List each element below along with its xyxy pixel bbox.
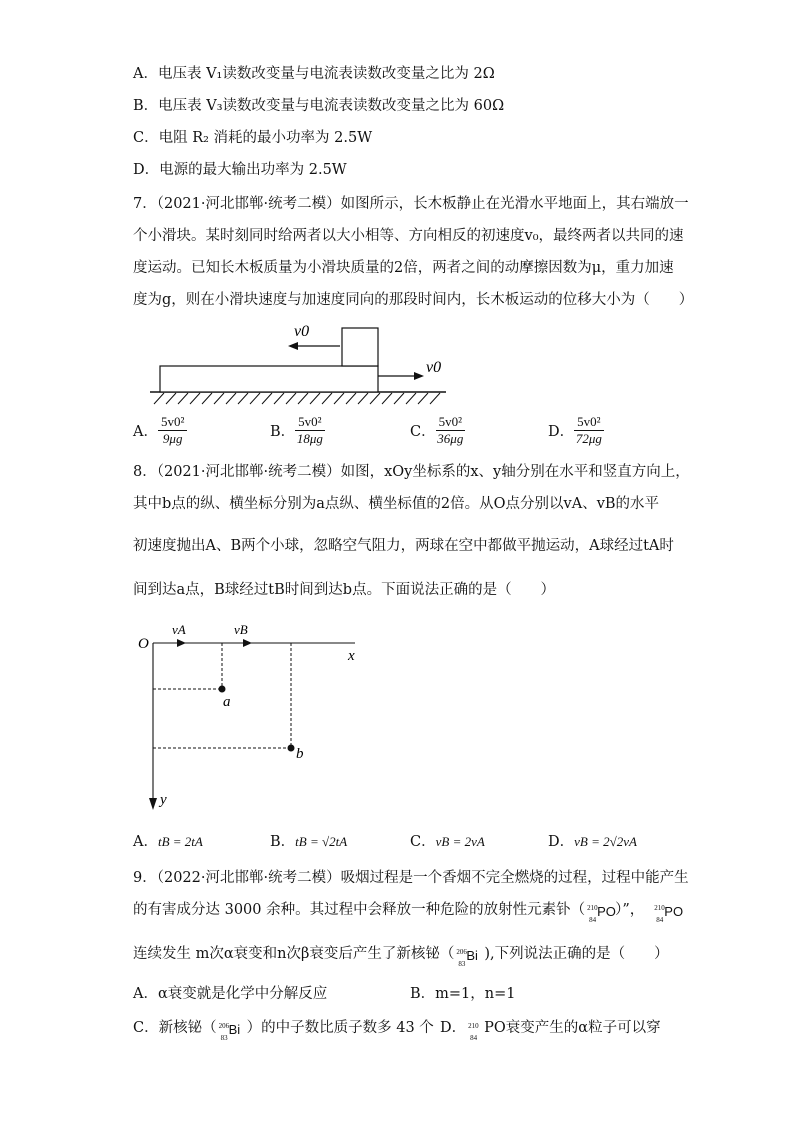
q7-text-line-3: 度运动。已知长木板质量为小滑块质量的2倍，两者之间的动摩擦因数为μ，重力加速 [133, 260, 674, 276]
q7-text-line-4: 度为g，则在小滑块速度与加速度同向的那段时间内，长木板运动的位移大小为（ ） [133, 292, 694, 308]
q8-text-line-2: 其中b点的纵、横坐标分别为a点纵、横坐标值的2倍。从O点分别以vA、vB的水平 [133, 496, 660, 512]
origin-label: O [138, 636, 149, 652]
po-nuclide-d: 210 84 [468, 1022, 479, 1042]
q8-option-b: B．tB = √2tA [270, 834, 348, 850]
q8-option-a: A．tB = 2tA [133, 834, 203, 850]
q6-option-b: B．电压表 V₃读数改变量与电流表读数改变量之比为 60Ω [133, 98, 505, 114]
q8-text-line-4: 间到达a点，B球经过tB时间到达b点。下面说法正确的是（ ） [133, 582, 556, 598]
q7-text-line-1: 7．（2021·河北邯郸·统考二模）如图所示，长木板静止在光滑水平地面上，其右端放一 [133, 196, 689, 212]
block-velocity-label: v0 [294, 323, 310, 340]
q9-line2-text: 的有害成分达 3000 余种。其过程中会释放一种危险的放射性元素钋（ [133, 902, 586, 918]
q8-option-d: D．vB = 2√2vA [548, 834, 637, 850]
q9-option-b: B．m=1，n=1 [410, 986, 516, 1002]
vA-label: vA [172, 622, 186, 637]
q9-text-line-1: 9．（2022·河北邯郸·统考二模）吸烟过程是一个香烟不完全燃烧的过程，过程中能产生 [133, 870, 689, 886]
ground-hatching [154, 393, 440, 404]
point-b-label: b [296, 746, 304, 762]
bi-nuclide-c: 206 83 Bi [218, 1022, 241, 1042]
x-axis-label: x [348, 648, 355, 664]
long-board [160, 366, 378, 392]
board-velocity-label: v0 [426, 359, 442, 376]
q9-line3-tail: ),下列说法正确的是（ ） [484, 946, 669, 962]
point-a-label: a [223, 694, 231, 710]
q9-option-d: D． 210 84 PO衰变产生的α粒子可以穿 [440, 1020, 661, 1042]
q9-option-a: A．α衰变就是化学中分解反应 [133, 986, 328, 1002]
vB-arrow-head [243, 639, 252, 647]
q9-line2-tail: ）”， [615, 902, 645, 918]
po-nuclide-2: 210 84 PO [654, 904, 684, 924]
q6-option-d: D．电源的最大输出功率为 2.5W [133, 162, 347, 178]
vB-label: vB [234, 622, 248, 637]
q7-text-line-2: 个小滑块。某时刻同时给两者以大小相等、方向相反的初速度v₀，最终两者以共同的速 [133, 228, 684, 244]
bi-nuclide: 206 83 Bi [456, 948, 478, 968]
q6-option-a: A．电压表 V₁读数改变量与电流表读数改变量之比为 2Ω [133, 66, 495, 82]
y-axis-arrow [149, 798, 157, 810]
q8-text-line-1: 8．（2021·河北邯郸·统考二模）如图，xOy坐标系的x、y轴分别在水平和竖直方向上， [133, 464, 690, 480]
small-block [342, 328, 378, 366]
q8-option-c: C．vB = 2vA [410, 834, 485, 850]
q7-option-b: B． $\frac{\text{5v0²}}{18\mu g}$ [270, 414, 323, 446]
po-nuclide: 210 84 PO [587, 904, 616, 924]
q7-figure [150, 318, 450, 410]
point-a [219, 686, 226, 693]
vA-arrow-head [177, 639, 186, 647]
board-arrow-head [414, 372, 424, 380]
q7-option-c: C． $\frac{\text{5v0²}}{36\mu g}$ [410, 414, 464, 446]
q7-option-a: A． $\frac{\text{5v0²}}{9\mu g}$ [133, 414, 187, 447]
q9-option-c: C．新核铋（ 206 83 Bi ）的中子数比质子数多 43 个 [133, 1020, 434, 1042]
point-b [288, 745, 295, 752]
block-arrow-head [288, 342, 298, 350]
y-axis-label: y [160, 792, 167, 808]
q9-line3-text: 连续发生 m次α衰变和n次β衰变后产生了新核铋（ [133, 946, 455, 962]
q8-figure [130, 618, 370, 813]
q9-text-line-2 [133, 900, 684, 924]
q6-option-c: C．电阻 R₂ 消耗的最小功率为 2.5W [133, 130, 373, 146]
q7-option-d: D． $\frac{\text{5v0²}}{72\mu g}$ [548, 414, 602, 446]
q8-text-line-3: 初速度抛出A、B两个小球，忽略空气阻力，两球在空中都做平抛运动，A球经过tA时 [133, 538, 674, 554]
q9-text-line-3 [133, 944, 669, 968]
